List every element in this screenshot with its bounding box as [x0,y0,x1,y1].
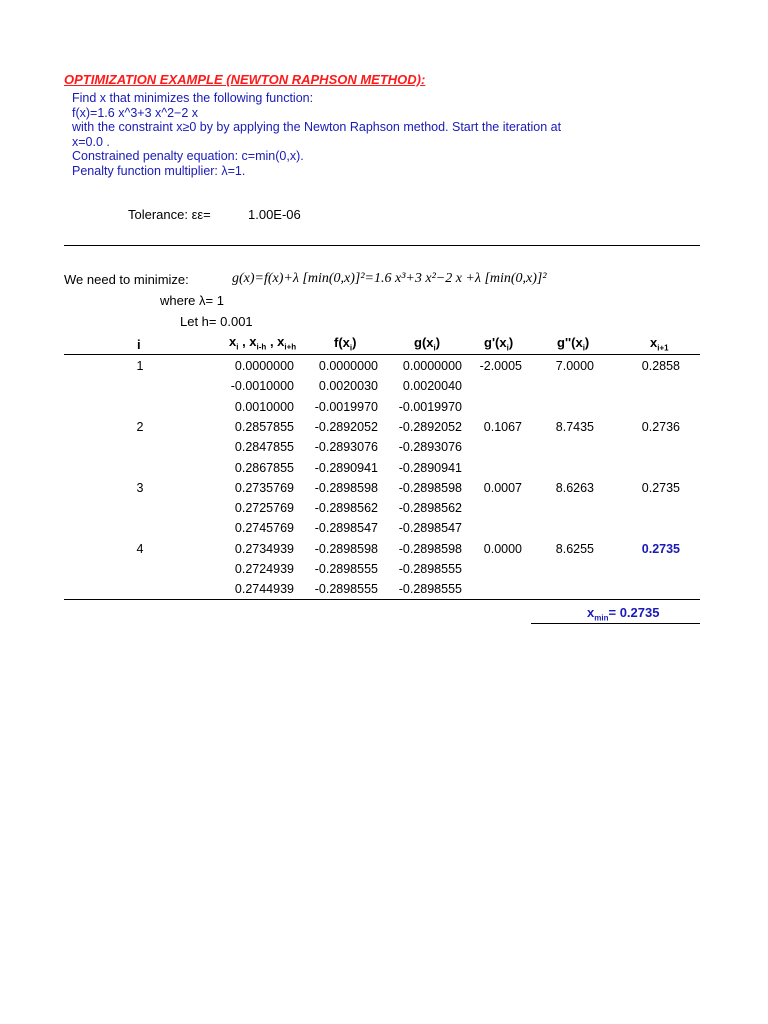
page-title: OPTIMIZATION EXAMPLE (NEWTON RAPHSON METHOD): [64,72,426,87]
cell-g: -0.2898598 [398,541,462,556]
cell-x: 0.2857855 [234,419,294,434]
header-x-sub-iph: i+h [284,342,297,352]
header-f [334,335,356,353]
cell-xnext: 0.2735 [641,541,680,556]
header-f-close: ) [352,335,357,350]
header-x-sub-ih: i-h [256,342,267,352]
header-f-sub: i [349,343,353,353]
cell-i: 2 [136,419,144,434]
header-i: i [137,337,141,352]
cell-g: -0.0019970 [398,399,462,414]
cell-xnext: 0.2858 [641,359,680,373]
header-gdoubleprime-sub: i [582,343,585,353]
cell-gprime: -2.0005 [479,359,522,373]
cell-g: -0.2898555 [398,562,462,576]
cell-f: -0.2898598 [314,541,378,556]
cell-f: -0.2898562 [314,501,378,516]
header-gprime-sub: i [506,343,509,353]
table-bottom-divider [64,599,700,600]
cell-f: -0.0019970 [314,399,378,414]
header-gprime-text: g'(x [484,335,507,350]
result-sub: min [594,613,609,623]
cell-f: -0.2898598 [314,480,378,495]
header-x-sep1: , x [238,334,257,349]
cell-gprime: 0.1067 [483,419,522,434]
cell-x: 0.2735769 [234,480,294,495]
header-gdoubleprime-close: ) [584,335,590,350]
result-equals: = [608,605,620,620]
tolerance-value: 1.00E-06 [248,207,301,222]
cell-x: 0.2725769 [234,501,294,516]
cell-x: 0.0010000 [234,399,294,414]
cell-g: -0.2898547 [398,521,462,536]
cell-f: 0.0020030 [318,379,378,394]
header-g-text: g(x [414,335,434,350]
header-g [414,335,440,353]
problem-statement [72,91,561,178]
problem-line-5: Constrained penalty equation: c=min(0,x). [72,149,304,163]
cell-x: 0.2724939 [234,562,294,576]
header-xnext [650,335,669,353]
cell-f: -0.2892052 [314,419,378,434]
cell-xnext: 0.2735 [641,480,680,495]
cell-x: 0.2734939 [234,541,294,556]
xmin-result [587,605,659,623]
cell-gdoubleprime: 8.6263 [555,480,594,495]
cell-x: 0.2744939 [234,582,294,597]
header-gprime-close: ) [508,335,514,350]
cell-x: 0.2745769 [234,521,294,536]
result-value: 0.2735 [619,605,660,620]
header-xnext-text: x [650,335,658,350]
header-gdoubleprime-text: g''(x [557,335,583,350]
minimize-label: We need to minimize: [64,272,189,287]
header-x-sep2: , x [266,334,285,349]
divider-top [64,245,700,246]
problem-line-2: f(x)=1.6 x^3+3 x^2−2 x [72,105,199,120]
cell-f: -0.2898555 [314,582,378,597]
cell-g: -0.2893076 [398,440,462,455]
problem-line-1: Find x that minimizes the following function: [72,91,314,105]
header-g-sub: i [433,343,436,353]
cell-g: -0.2890941 [398,460,462,475]
cell-f: -0.2893076 [314,440,378,455]
cell-gdoubleprime: 7.0000 [555,359,594,373]
cell-f: -0.2898547 [314,521,378,536]
header-x-values [229,334,296,352]
step-size: Let h= 0.001 [180,314,253,329]
cell-xnext: 0.2736 [641,419,680,434]
cell-x: -0.0010000 [230,379,294,394]
cell-g: -0.2892052 [398,419,462,434]
cell-x: 0.2867855 [234,460,294,475]
cell-f: -0.2890941 [314,460,378,475]
result-x: x [587,605,595,620]
cell-i: 3 [136,480,144,495]
cell-f: -0.2898555 [314,562,378,576]
header-gdoubleprime [557,335,589,353]
header-f-text: f(x [334,335,350,350]
cell-g: -0.2898598 [398,480,462,495]
header-xnext-sub: i+1 [657,343,669,353]
cell-gdoubleprime: 8.6255 [555,541,594,556]
lambda-value: where λ= 1 [160,293,224,308]
cell-i: 4 [136,541,144,556]
cell-gprime: 0.0000 [483,541,522,556]
cell-f: 0.0000000 [318,359,378,373]
problem-line-4: x=0.0 . [72,134,110,149]
minimize-equation: g(x)=f(x)+λ [min(0,x)]²=1.6 x³+3 x²−2 x +λ [min(0,x)]² [232,271,547,286]
header-x-sub-i: i [236,342,239,352]
cell-g: 0.0000000 [402,359,462,373]
cell-gprime: 0.0007 [483,480,522,495]
header-gprime [484,335,513,353]
header-g-close: ) [435,335,441,350]
tolerance-label: Tolerance: εε= [128,207,211,222]
cell-g: 0.0020040 [402,379,462,394]
cell-g: -0.2898555 [398,582,462,597]
cell-i: 1 [136,359,144,373]
cell-x: 0.2847855 [234,440,294,455]
result-underline [531,623,700,624]
problem-line-6: Penalty function multiplier: λ=1. [72,163,246,178]
problem-line-3: with the constraint x≥0 by by applying the Newton Raphson method. Start the iteration at [72,120,562,134]
header-x-base: x [229,334,237,349]
cell-g: -0.2898562 [398,501,462,516]
cell-gdoubleprime: 8.7435 [555,419,594,434]
cell-x: 0.0000000 [234,359,294,373]
table-header-divider [64,354,700,355]
